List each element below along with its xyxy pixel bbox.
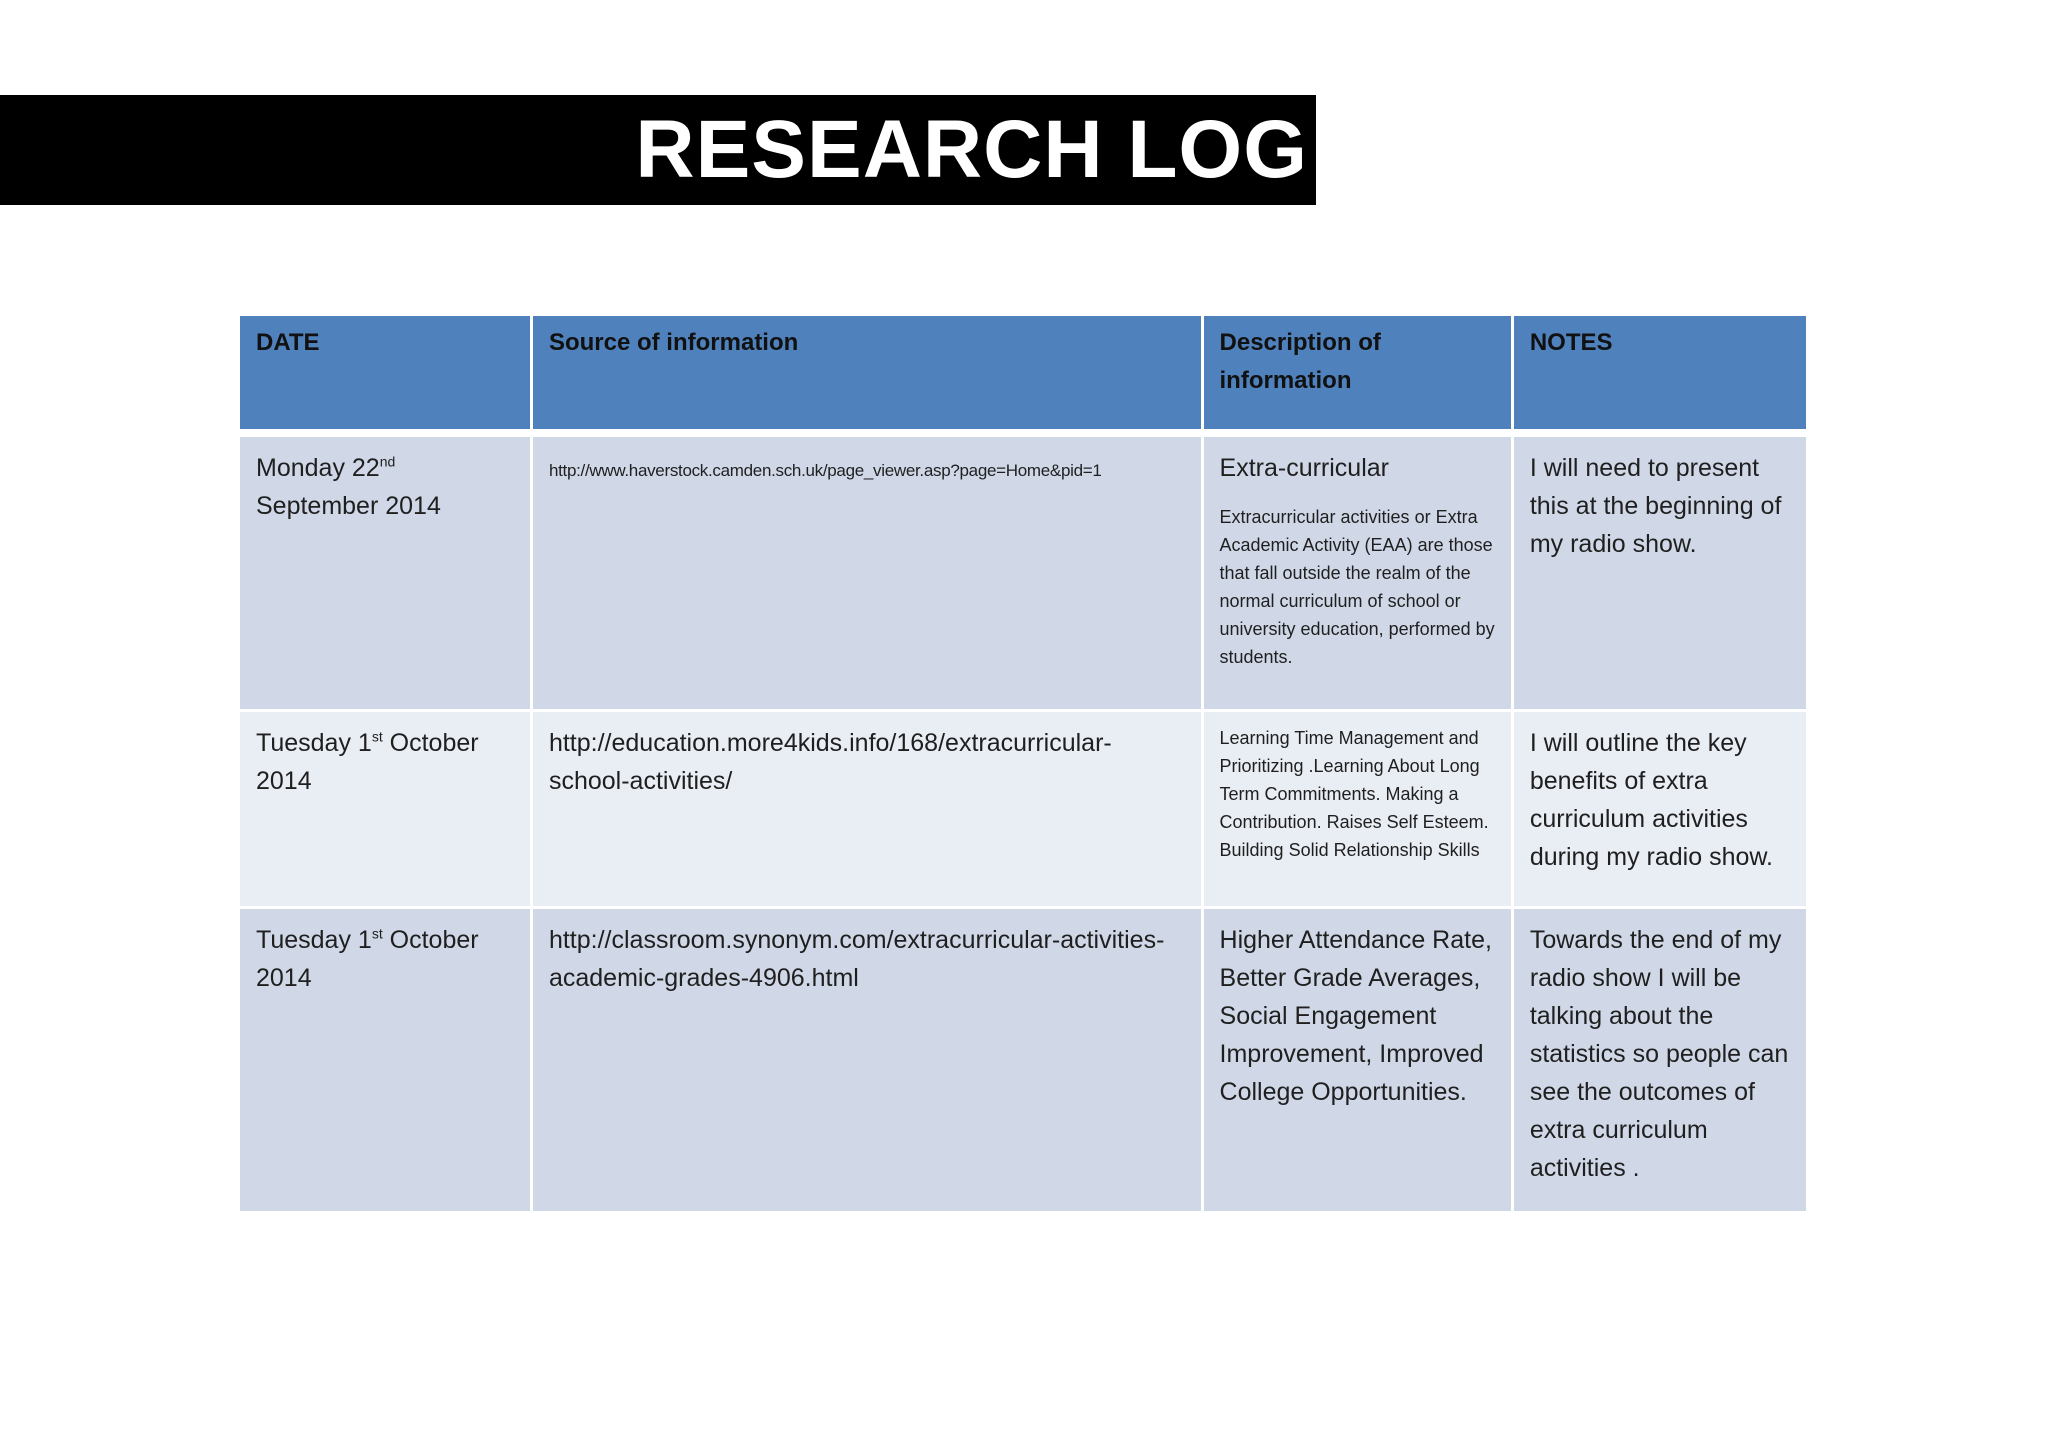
description-cell [1202,433,1512,711]
header-source: Source of information [531,315,1202,434]
description-cell [1202,711,1512,908]
table-row [239,711,1808,908]
date-day: Tuesday 1 [256,926,372,954]
date-cell [239,711,532,908]
source-link[interactable]: http://education.more4kids.info/168/extracurricular-school-activities/ [548,729,1112,795]
research-log-table [237,313,1809,1214]
source-cell [531,433,1202,711]
source-link[interactable]: http://classroom.synonym.com/extracurricular-activities-academic-grades-4906.html [548,926,1165,992]
notes-cell: I will need to present this at the beginning of my radio show. [1512,433,1807,711]
notes-cell: I will outline the key benefits of extra curriculum activities during my radio show. [1512,711,1807,908]
description-body: Learning Time Management and Prioritizing .Learning About Long Term Commitments. Making a Contribution. Raises Self Esteem. Building Solid Relationship Skills [1219,728,1489,860]
header-description: Description of information [1202,315,1512,434]
date-rest: September 2014 [256,492,441,520]
source-cell [531,711,1202,908]
header-notes: NOTES [1512,315,1807,434]
description-cell: Higher Attendance Rate, Better Grade Averages, Social Engagement Improvement, Improved College Opportunities. [1202,908,1512,1213]
table-row [239,433,1808,711]
date-suffix: st [371,925,383,942]
header-date: DATE [239,315,532,434]
date-cell [239,433,532,711]
date-suffix: st [371,728,383,745]
table-row [239,908,1808,1213]
source-cell [531,908,1202,1213]
table-header-row [239,315,1808,434]
date-day: Monday 22 [256,454,380,482]
date-cell [239,908,532,1213]
description-title: Extra-curricular [1219,454,1389,482]
title-bar [0,95,1316,205]
date-suffix: nd [379,453,396,470]
source-link[interactable]: http://www.haverstock.camden.sch.uk/page_viewer.asp?page=Home&pid=1 [548,461,1102,480]
date-day: Tuesday 1 [256,729,372,757]
notes-cell: Towards the end of my radio show I will be talking about the statistics so people can see the outcomes of extra curriculum activities . [1512,908,1807,1213]
date-rest: October 2014 [256,729,479,795]
description-body: Extracurricular activities or Extra Academic Activity (EAA) are those that fall outside the realm of the normal curriculum of school or university education, performed by students. [1219,507,1495,667]
date-rest: October 2014 [256,926,479,992]
page-title: RESEARCH LOG [635,104,1308,195]
